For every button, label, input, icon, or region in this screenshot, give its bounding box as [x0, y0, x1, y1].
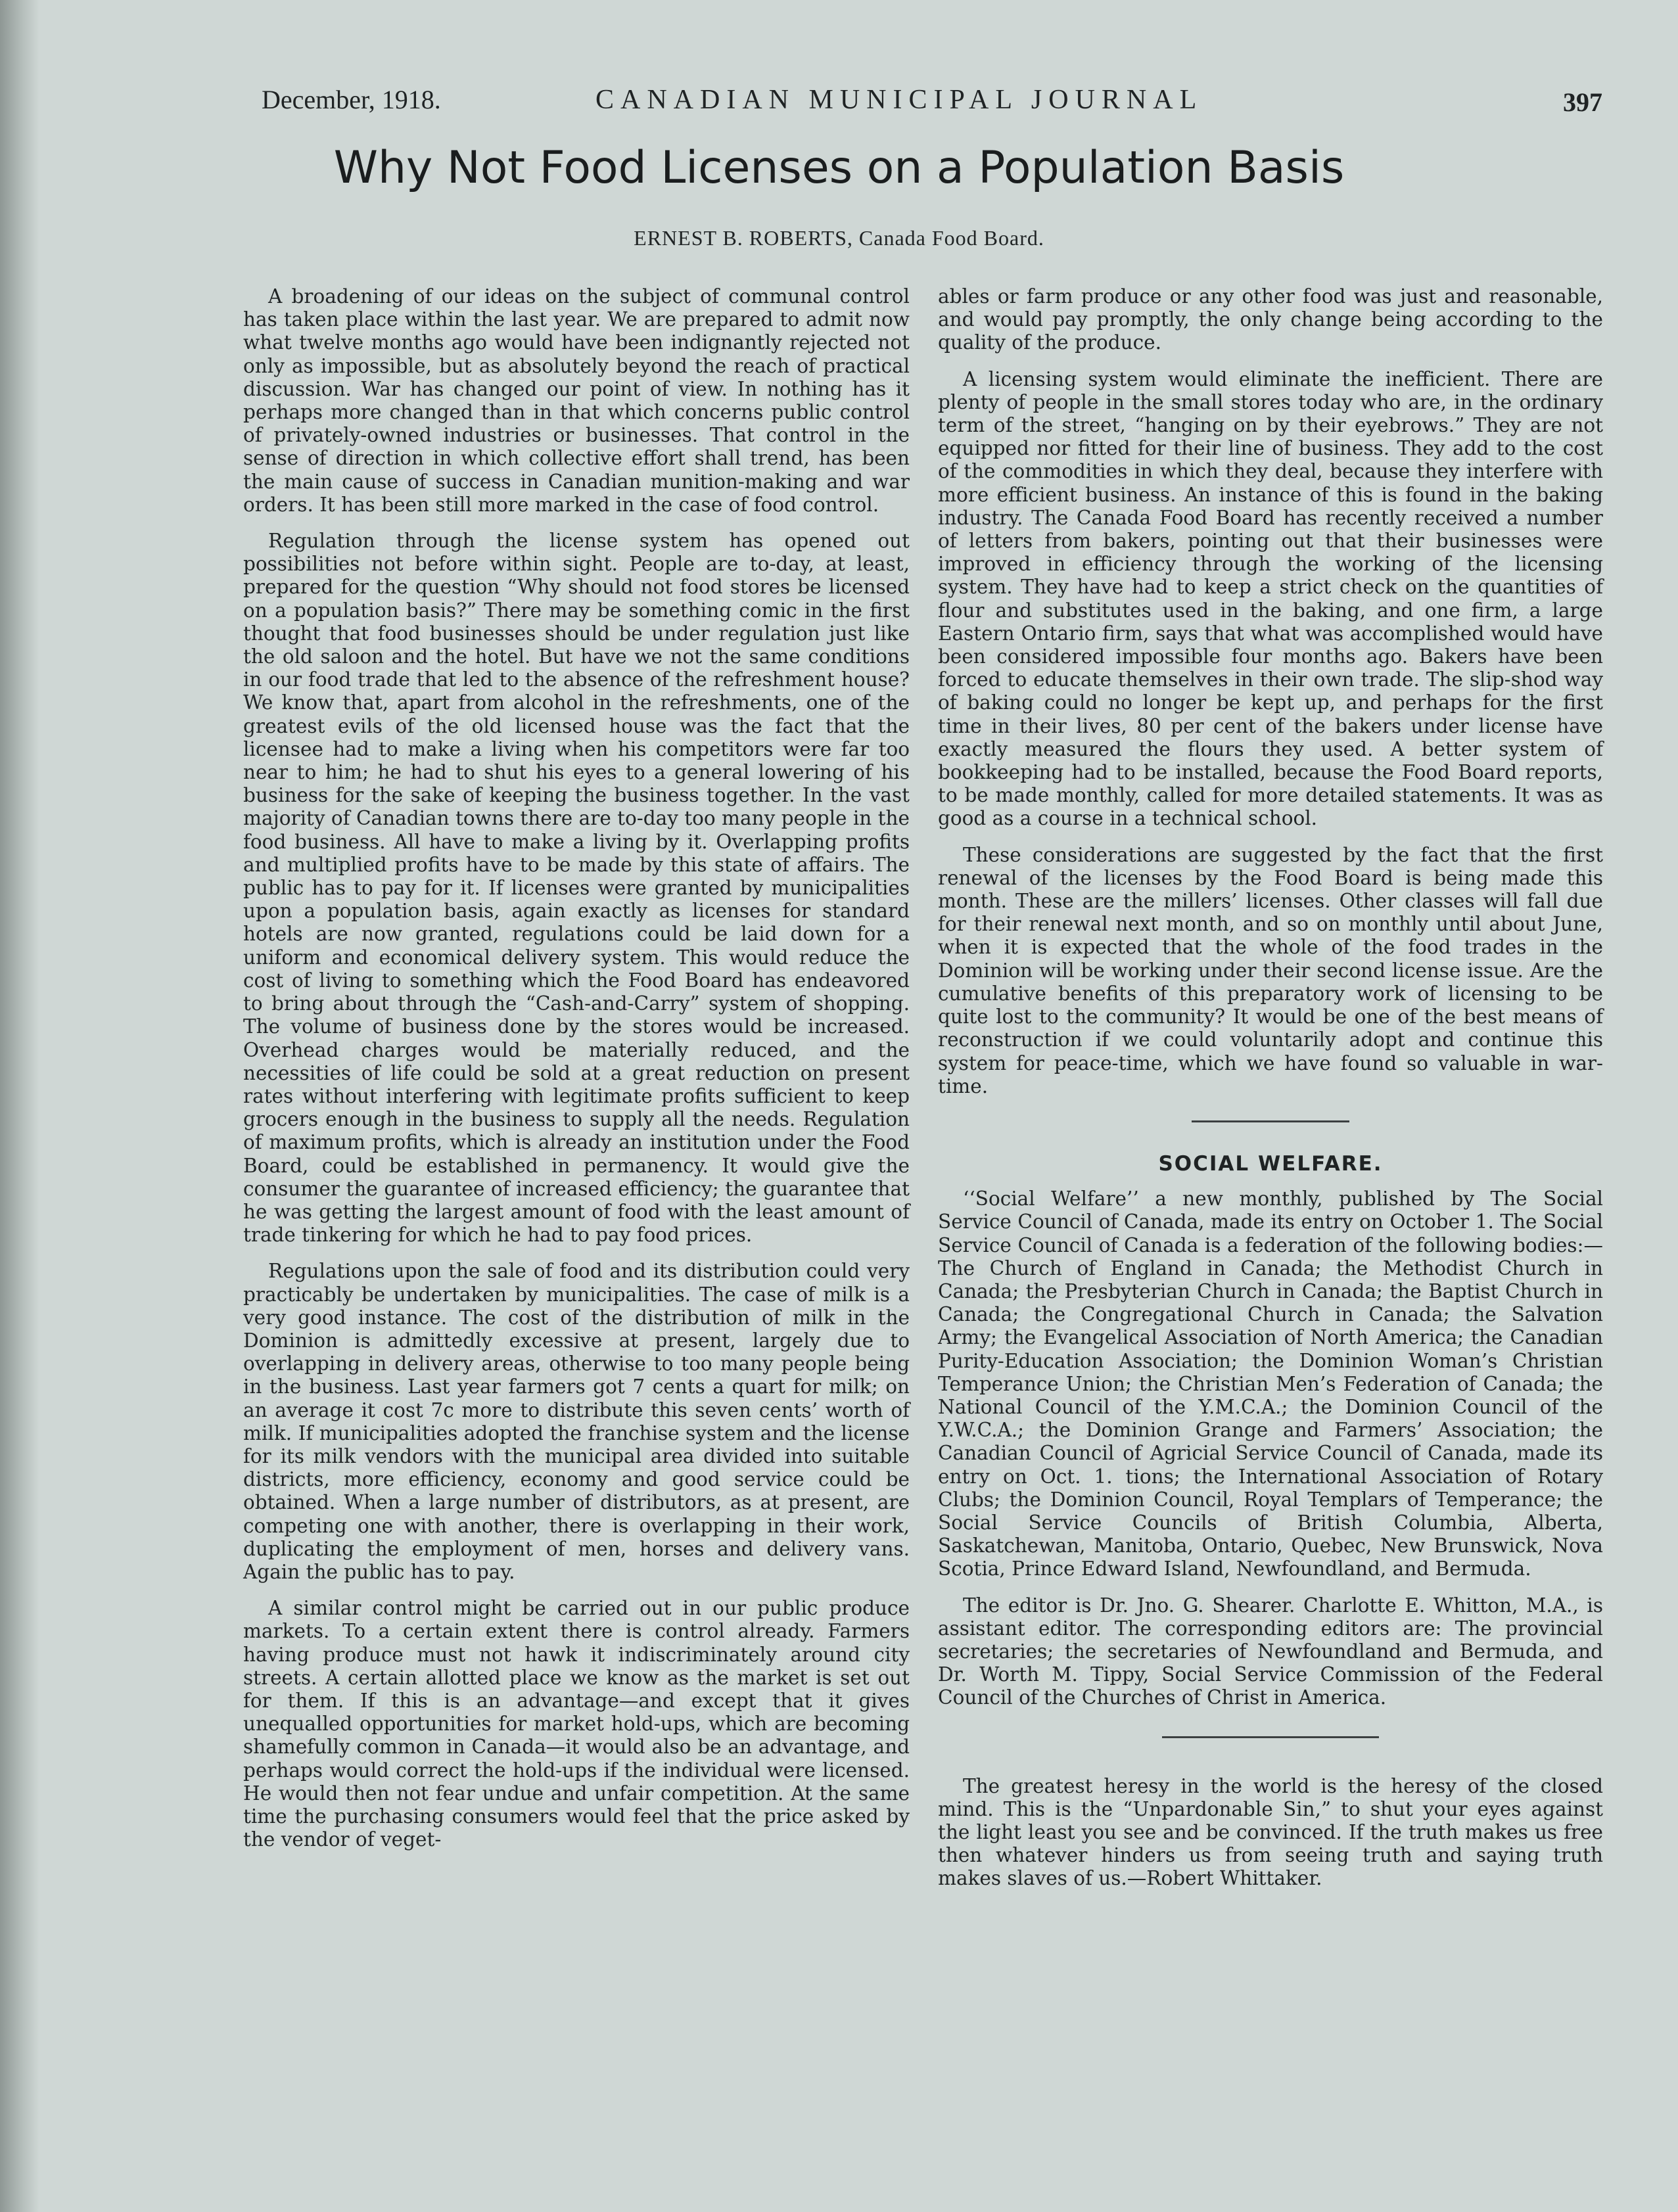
article-title: Why Not Food Licenses on a Population Basis	[333, 142, 1345, 194]
article-paragraph: A licensing system would eliminate the inefficient. There are plenty of people in the small stores today who are, in the ordinary term of the street, “hanging on by their eyebrows.” They are not equipped nor fitted for their line of business. They add to the cost of the commodities in which they deal, because they interfere with more efficient business. An instance of this is found in the baking industry. The Canada Food Board has recently received a number of letters from bakers, pointing out that their businesses were improved in efficiency through the working of the licensing system. They have had to keep a strict check on the quantities of flour and substitutes used in the baking, and one firm, a large Eastern Ontario firm, says that what was accomplished would have been considered impossible four months ago. Bakers have been forced to educate themselves in their own trade. The slip-shod way of baking could no longer be kept up, and perhaps for the first time in their lives, 80 per cent of the bakers under license have exactly measured the flours they used. A better system of bookkeeping had to be installed, because the Food Board reports, to be made monthly, called for more detailed statements. It was as good as a course in a technical school.	[938, 367, 1603, 830]
section-divider	[1162, 1736, 1379, 1738]
social-welfare-paragraph: ‘‘Social Welfare’’ a new monthly, published by The Social Service Council of Canada, made its entry on October 1. The Social Service Council of Canada is a federation of the following bodies:—The Church of England in Canada; the Methodist Church in Canada; the Presbyterian Church in Canada; the Baptist Church in Canada; the Congregational Church in Canada; the Salvation Army; the Evangelical Association of North America; the Canadian Purity-Education Association; the Dominion Woman’s Christian Temperance Union; the Christian Men’s Federation of Canada; the National Council of the Y.M.C.A.; the Dominion Council of the Y.W.C.A.; the Dominion Grange and Farmers’ Association; the Canadian Council of Agricial Service Council of Canada, made its entry on Oct. 1. tions; the International Association of Rotary Clubs; the Dominion Council, Royal Templars of Temperance; the Social Service Councils of British Columbia, Alberta, Saskatchewan, Manitoba, Ontario, Quebec, New Brunswick, Nova Scotia, Prince Edward Island, Newfoundland, and Bermuda.	[938, 1187, 1603, 1580]
social-welfare-paragraph: The editor is Dr. Jno. G. Shearer. Charlotte E. Whitton, M.A., is assistant editor. The corresponding editors are: The provincial secretaries; the secretaries of Newfoundland and Bermuda, and Dr. Worth M. Tippy, Social Service Commission of the Federal Council of the Churches of Christ in America.	[938, 1594, 1603, 1709]
social-welfare-heading: SOCIAL WELFARE.	[1158, 1151, 1383, 1176]
article-paragraph: A broadening of our ideas on the subject of communal control has taken place within the last year. We are prepared to admit now what twelve months ago would have been indignantly rejected not only as impossible, but as absolutely beyond the reach of practical discussion. War has changed our point of view. In nothing has it perhaps more changed than in that which concerns public control of privately-owned industries or businesses. That control in the sense of direction in which collective effort shall trend, has been the main cause of success in Canadian munition-making and war orders. It has been still more marked in the case of food control.	[243, 285, 910, 516]
article-paragraph: ables or farm produce or any other food was just and reasonable, and would pay promptly, the only change being according to the quality of the produce.	[938, 285, 1603, 354]
issue-date: December, 1918.	[262, 85, 441, 114]
page-binding-edge	[0, 0, 39, 2212]
page-number: 397	[1563, 87, 1602, 117]
left-column	[243, 285, 910, 1864]
article-paragraph: Regulations upon the sale of food and its distribution could very practicably be undertaken by municipalities. The case of milk is a very good instance. The cost of the distribution of milk in the Dominion is admittedly excessive at present, largely due to overlapping in delivery areas, otherwise to too many people being in the business. Last year farmers got 7 cents a quart for milk; on an average it cost 7c more to distribute this seven cents’ worth of milk. If municipalities adopted the franchise system and the license for its milk vendors with the municipal area divided into suitable districts, more efficiency, economy and good service could be obtained. When a large number of distributors, as at present, are competing one with another, there is overlapping in their work, duplicating the employment of men, horses and delivery vans. Again the public has to pay.	[243, 1260, 910, 1583]
closing-quote: The greatest heresy in the world is the heresy of the closed mind. This is the “Unpardonable Sin,” to shut your eyes against the light least you see and be convinced. If the truth makes us free then whatever hinders us from seeing truth and saying truth makes slaves of us.—Robert Whittaker.	[938, 1774, 1603, 1890]
article-paragraph: A similar control might be carried out in our public produce markets. To a certain extent there is control already. Farmers having produce must not hawk it indiscriminately around city streets. A certain allotted place we know as the market is set out for them. If this is an advantage—and except that it gives unequalled opportunities for market hold-ups, which are becoming shamefully common in Canada—it would also be an advantage, and perhaps would correct the hold-ups if the individual were licensed. He would then not fear undue and unfair competition. At the same time the purchasing consumers would feel that the price asked by the vendor of veget-	[243, 1597, 910, 1851]
article-byline: ERNEST B. ROBERTS, Canada Food Board.	[634, 226, 1044, 250]
running-header	[262, 84, 1602, 124]
article-paragraph: These considerations are suggested by the fact that the first renewal of the licenses by the Food Board is being made this month. These are the millers’ licenses. Other classes will fall due for their renewal next month, and so on monthly until about June, when it is expected that the whole of the food trades in the Dominion will be working under their second license issue. Are the cumulative benefits of this preparatory work of licensing to be quite lost to the community? It would be one of the best means of reconstruction if we could voluntarily adopt and continue this system for peace-time, which we have found so valuable in war-time.	[938, 843, 1603, 1097]
right-column	[938, 285, 1603, 1904]
journal-name: CANADIAN MUNICIPAL JOURNAL	[595, 85, 1203, 115]
section-divider	[1192, 1120, 1349, 1122]
article-paragraph: Regulation through the license system has opened out possibilities not before within sight. People are to-day, at least, prepared for the question “Why should not food stores be licensed on a population basis?” There may be something comic in the first thought that food businesses should be under regulation just like the old saloon and the hotel. But have we not the same conditions in our food trade that led to the absence of the refreshment house? We know that, apart from alcohol in the refreshments, one of the greatest evils of the old licensed house was the fact that the licensee had to make a living when his competitors were far too near to him; he had to shut his eyes to a general lowering of his business for the sake of keeping the business together. In the vast majority of Canadian towns there are to-day too many people in the food business. All have to make a living by it. Overlapping profits and multiplied profits have to be made by this state of affairs. The public has to pay for it. If licenses were granted by municipalities upon a population basis, again exactly as licenses for standard hotels are now granted, regulations could be laid down for a uniform and economical delivery system. This would reduce the cost of living to something which the Food Board has endeavored to bring about through the “Cash-and-Carry” system of shopping. The volume of business done by the stores would be increased. Overhead charges would be materially reduced, and the necessities of life could be sold at a great reduction on present rates without interfering with legitimate profits sufficient to keep grocers enough in the business to supply all the needs. Regulation of maximum profits, which is already an institution under the Food Board, could be established in permanency. It would give the consumer the guarantee of increased efficiency; the guarantee that he was getting the largest amount of food with the least amount of trade tinkering for which he had to pay food prices.	[243, 530, 910, 1247]
